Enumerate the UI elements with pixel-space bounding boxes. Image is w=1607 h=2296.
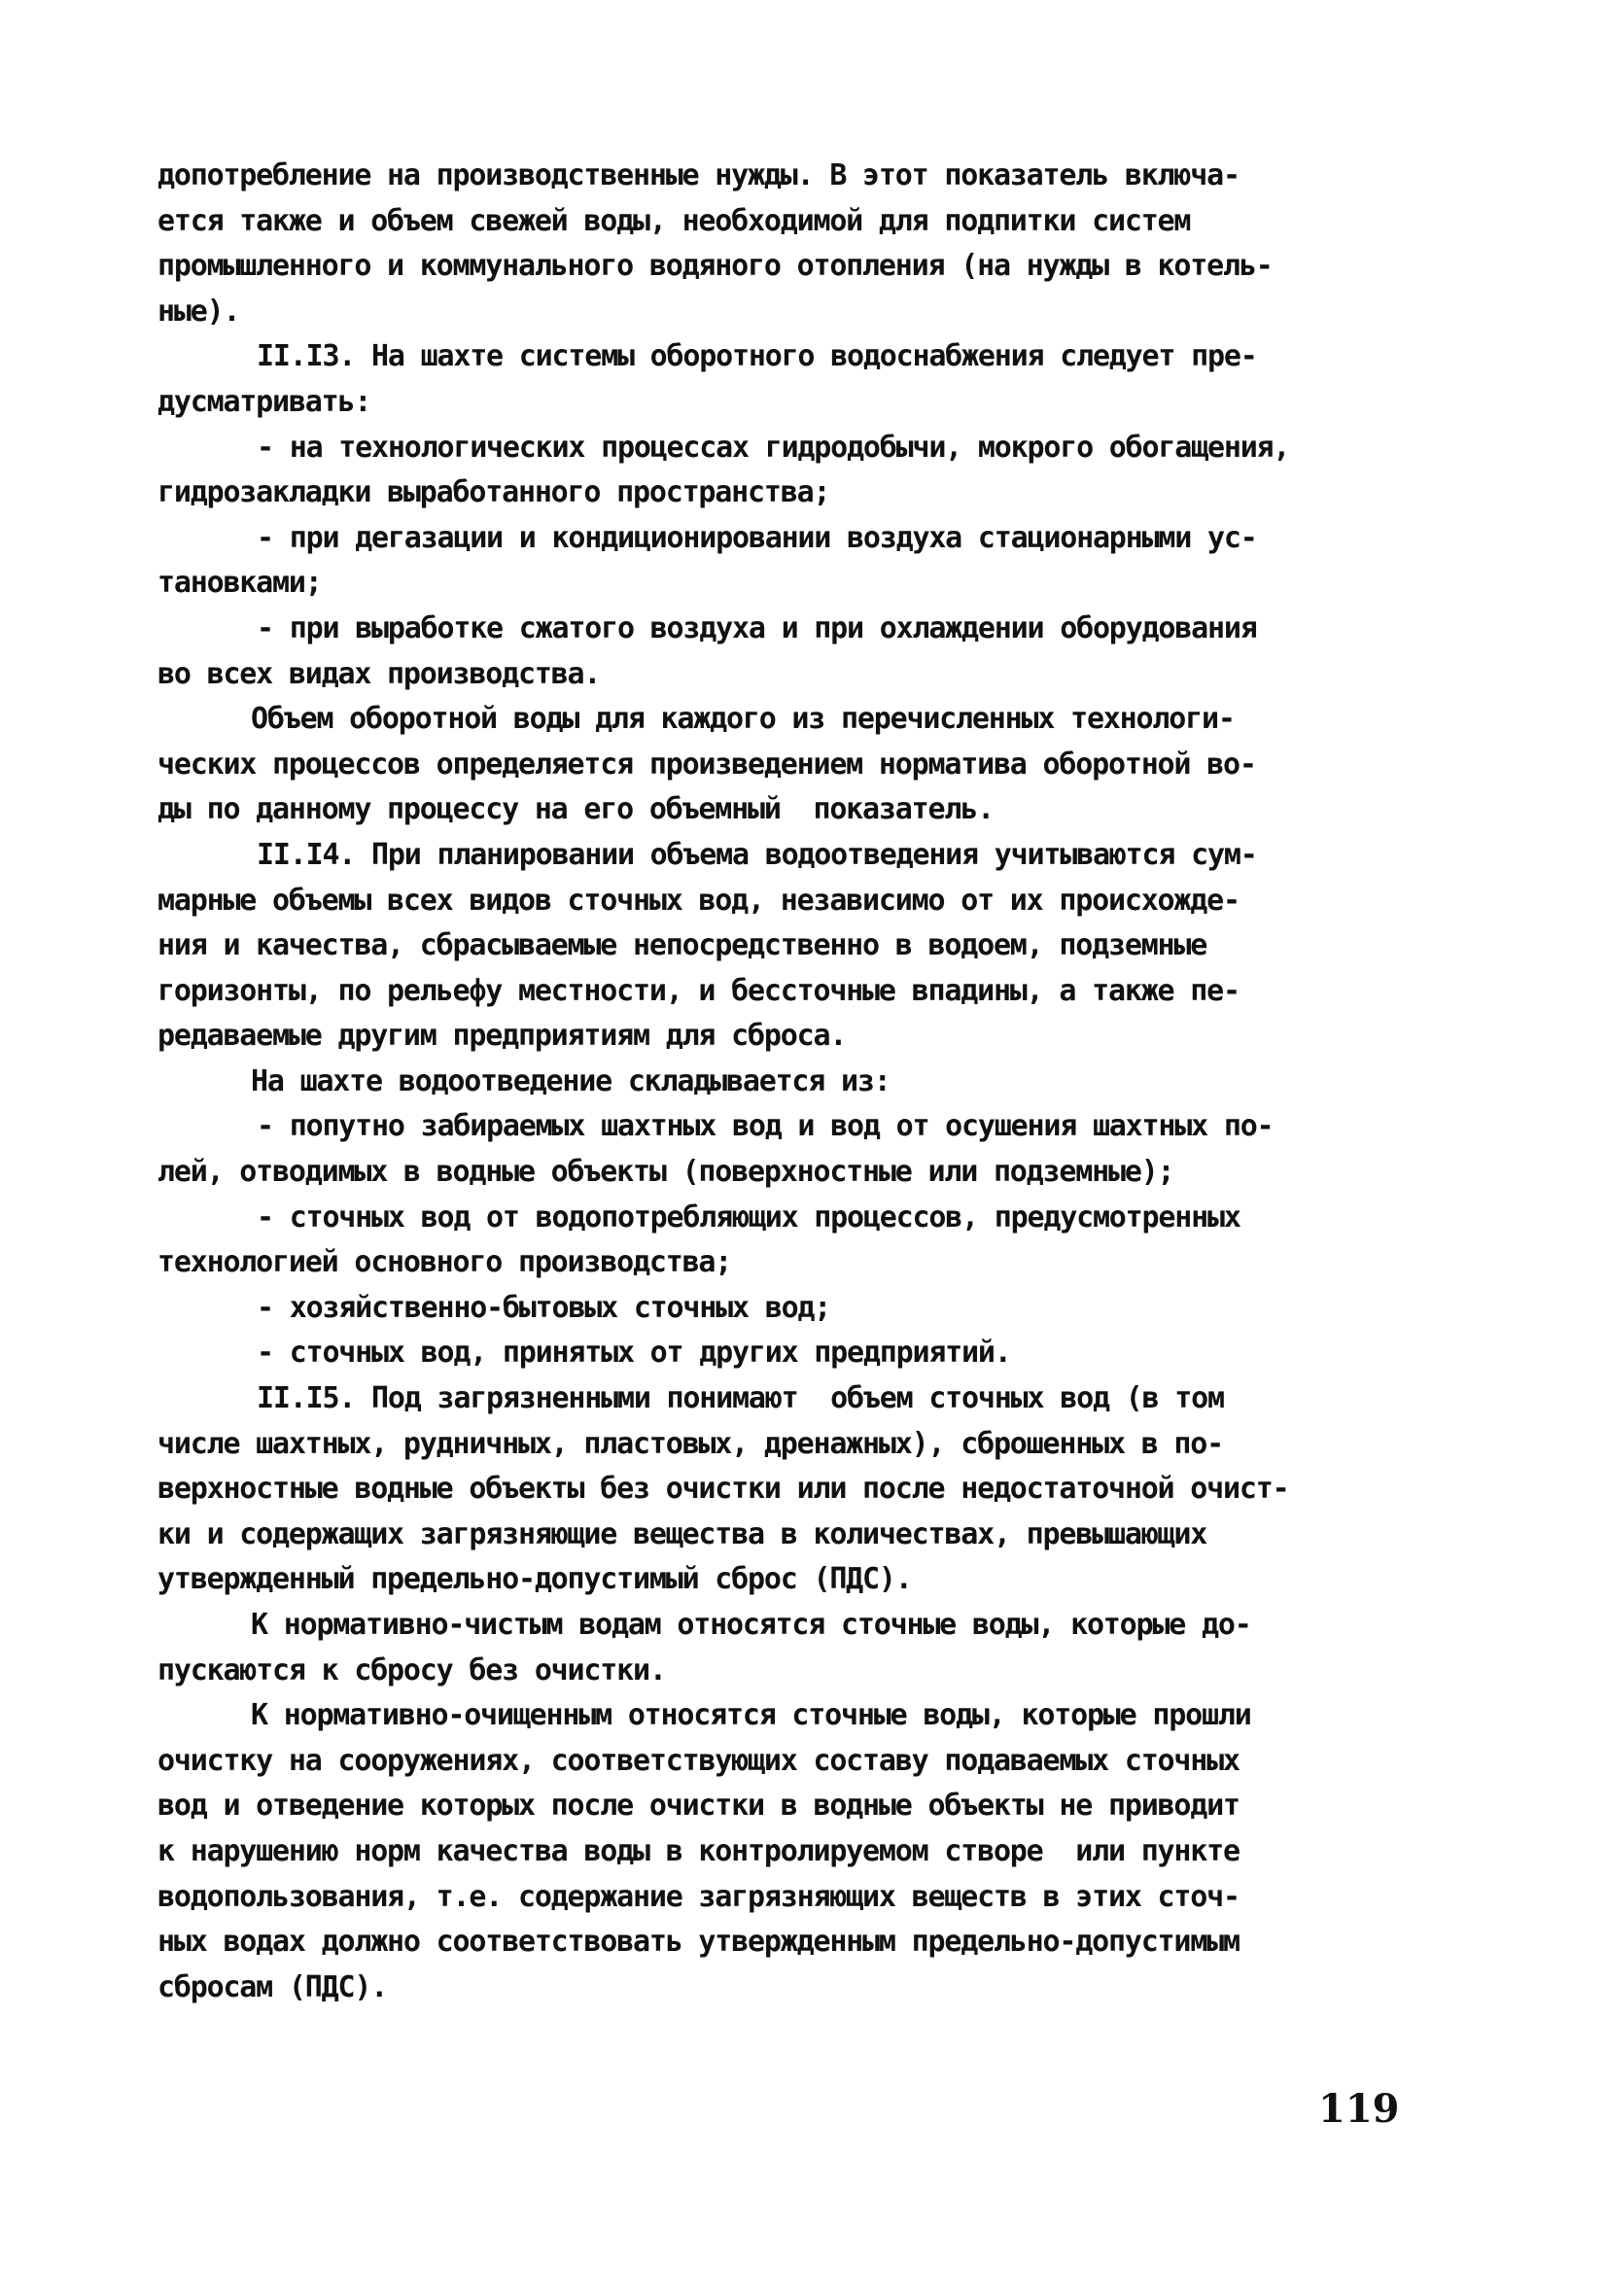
text-line: редаваемые другим предприятиям для сброса.: [157, 1019, 847, 1054]
text-line: гидрозакладки выработанного пространства;: [157, 475, 830, 510]
section-heading-line: II.I3. На шахте системы оборотного водоснабжения следует пре-: [257, 339, 1257, 374]
text-line: допотребление на производственные нужды. В этот показатель включа-: [157, 158, 1240, 192]
text-line: промышленного и коммунального водяного отопления (на нужды в котель-: [157, 249, 1273, 284]
text-line: ных водах должно соответствовать утвержденным предельно-допустимым: [157, 1925, 1240, 1960]
list-item-line: - сточных вод, принятых от других предприятий.: [257, 1336, 1011, 1371]
text-line: ды по данному процессу на его объемный показатель.: [157, 792, 994, 827]
text-line: лей, отводимых в водные объекты (поверхностные или подземные);: [157, 1155, 1174, 1190]
page-number: 119: [1318, 2086, 1400, 2132]
text-line: марные объемы всех видов сточных вод, независимо от их происхожде-: [157, 883, 1240, 918]
text-line: к нарушению норм качества воды в контролируемом створе или пункте: [157, 1833, 1240, 1868]
list-item-line: - при дегазации и кондиционировании воздуха стационарными ус-: [257, 520, 1257, 555]
list-item-line: - попутно забираемых шахтных вод и вод от осушения шахтных по-: [257, 1109, 1274, 1144]
list-item-line: - сточных вод от водопотребляющих процессов, предусмотренных: [257, 1200, 1240, 1235]
text-line: пускаются к сбросу без очистки.: [157, 1652, 666, 1687]
paragraph-start-line: К нормативно-чистым водам относятся сточные воды, которые до-: [251, 1608, 1251, 1642]
text-line: во всех видах производства.: [157, 656, 601, 691]
text-line: дусматривать:: [157, 384, 371, 419]
paragraph-start-line: Объем оборотной воды для каждого из перечисленных технологи-: [251, 702, 1235, 737]
section-heading-line: II.I4. При планировании объема водоотведения учитываются сум-: [257, 837, 1257, 872]
text-line: горизонты, по рельефу местности, и бессточные впадины, а также пе-: [157, 973, 1240, 1008]
text-line: ния и качества, сбрасываемые непосредственно в водоем, подземные: [157, 928, 1207, 963]
paragraph-start-line: На шахте водоотведение складывается из:: [251, 1063, 891, 1098]
text-line: утвержденный предельно-допустимый сброс (ПДС).: [157, 1562, 912, 1597]
list-item-line: - на технологических процессах гидродобычи, мокрого обогащения,: [257, 430, 1290, 465]
text-line: числе шахтных, рудничных, пластовых, дренажных), сброшенных в по-: [157, 1426, 1223, 1461]
list-item-line: - хозяйственно-бытовых сточных вод;: [257, 1290, 831, 1325]
list-item-line: - при выработке сжатого воздуха и при охлаждении оборудования: [257, 610, 1257, 645]
text-line: технологией основного производства;: [157, 1245, 732, 1280]
text-line: сбросам (ПДС).: [157, 1969, 388, 2004]
text-line: ческих процессов определяется произведением норматива оборотной во-: [157, 747, 1256, 782]
section-heading-line: II.I5. Под загрязненными понимают объем сточных вод (в том: [257, 1381, 1224, 1416]
text-line: вод и отведение которых после очистки в водные объекты не приводит: [157, 1789, 1240, 1824]
text-line: водопользования, т.е. содержание загрязняющих веществ в этих сточ-: [157, 1879, 1240, 1914]
text-line: ется также и объем свежей воды, необходимой для подпитки систем: [157, 203, 1191, 238]
text-line: ные).: [157, 294, 240, 329]
text-line: ки и содержащих загрязняющие вещества в количествах, превышающих: [157, 1516, 1207, 1551]
text-line: верхностные водные объекты без очистки или после недостаточной очист-: [157, 1472, 1289, 1507]
text-line: очистку на сооружениях, соответствующих составу подаваемых сточных: [157, 1743, 1240, 1778]
document-body: [157, 154, 1480, 2010]
text-line: тановками;: [157, 566, 322, 601]
paragraph-start-line: К нормативно-очищенным относятся сточные воды, которые прошли: [251, 1698, 1251, 1733]
